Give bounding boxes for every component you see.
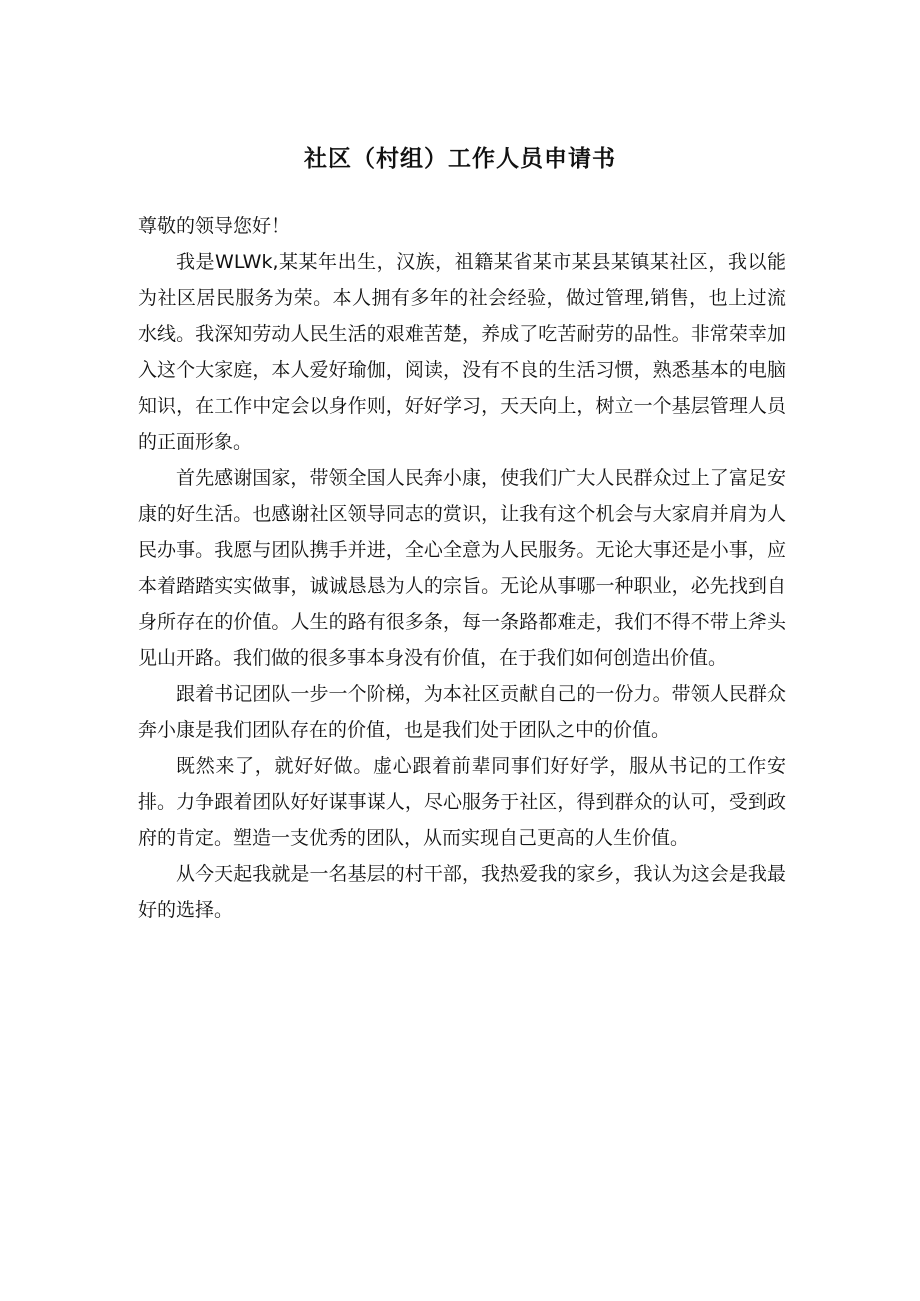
paragraph-gratitude: 首先感谢国家，带领全国人民奔小康，使我们广大人民群众过上了富足安康的好生活。也感谢社区领导同志的赏识，让我有这个机会与大家肩并肩为人民办事。我愿与团队携手并进，全心全意为人民服务。无论大事还是小事，应本着踏踏实实做事，诚诚恳恳为人的宗旨。无论从事哪一种职业，必先找到自身所存在的价值。人生的路有很多条，每一条路都难走，我们不得不带上斧头见山开路。我们做的很多事本身没有价值，在于我们如何创造出价值。 xyxy=(138,467,786,669)
paragraph-team: 跟着书记团队一步一个阶梯，为本社区贡献自己的一份力。带领人民群众奔小康是我们团队存在的价值，也是我们处于团队之中的价值。 xyxy=(138,683,786,741)
document-title: 社区（村组）工作人员申请书 xyxy=(304,146,616,172)
paragraph-conclusion: 从今天起我就是一名基层的村干部，我热爱我的家乡，我认为这会是我最好的选择。 xyxy=(138,863,786,921)
paragraph-commitment: 既然来了，就好好做。虚心跟着前辈同事们好好学，服从书记的工作安排。力争跟着团队好好谋事谋人，尽心服务于社区，得到群众的认可，受到政府的肯定。塑造一支优秀的团队，从而实现自己更高的人生价值。 xyxy=(138,755,786,849)
salutation: 尊敬的领导您好！ xyxy=(138,215,291,237)
document-body xyxy=(138,208,786,928)
paragraph-introduction: 我是WLWk,某某年出生，汉族，祖籍某省某市某县某镇某社区，我以能为社区居民服务为荣。本人拥有多年的社会经验，做过管理,销售，也上过流水线。我深知劳动人民生活的艰难苦楚，养成了吃苦耐劳的品性。非常荣幸加入这个大家庭，本人爱好瑜伽，阅读，没有不良的生活习惯，熟悉基本的电脑知识，在工作中定会以身作则，好好学习，天天向上，树立一个基层管理人员的正面形象。 xyxy=(138,251,786,453)
